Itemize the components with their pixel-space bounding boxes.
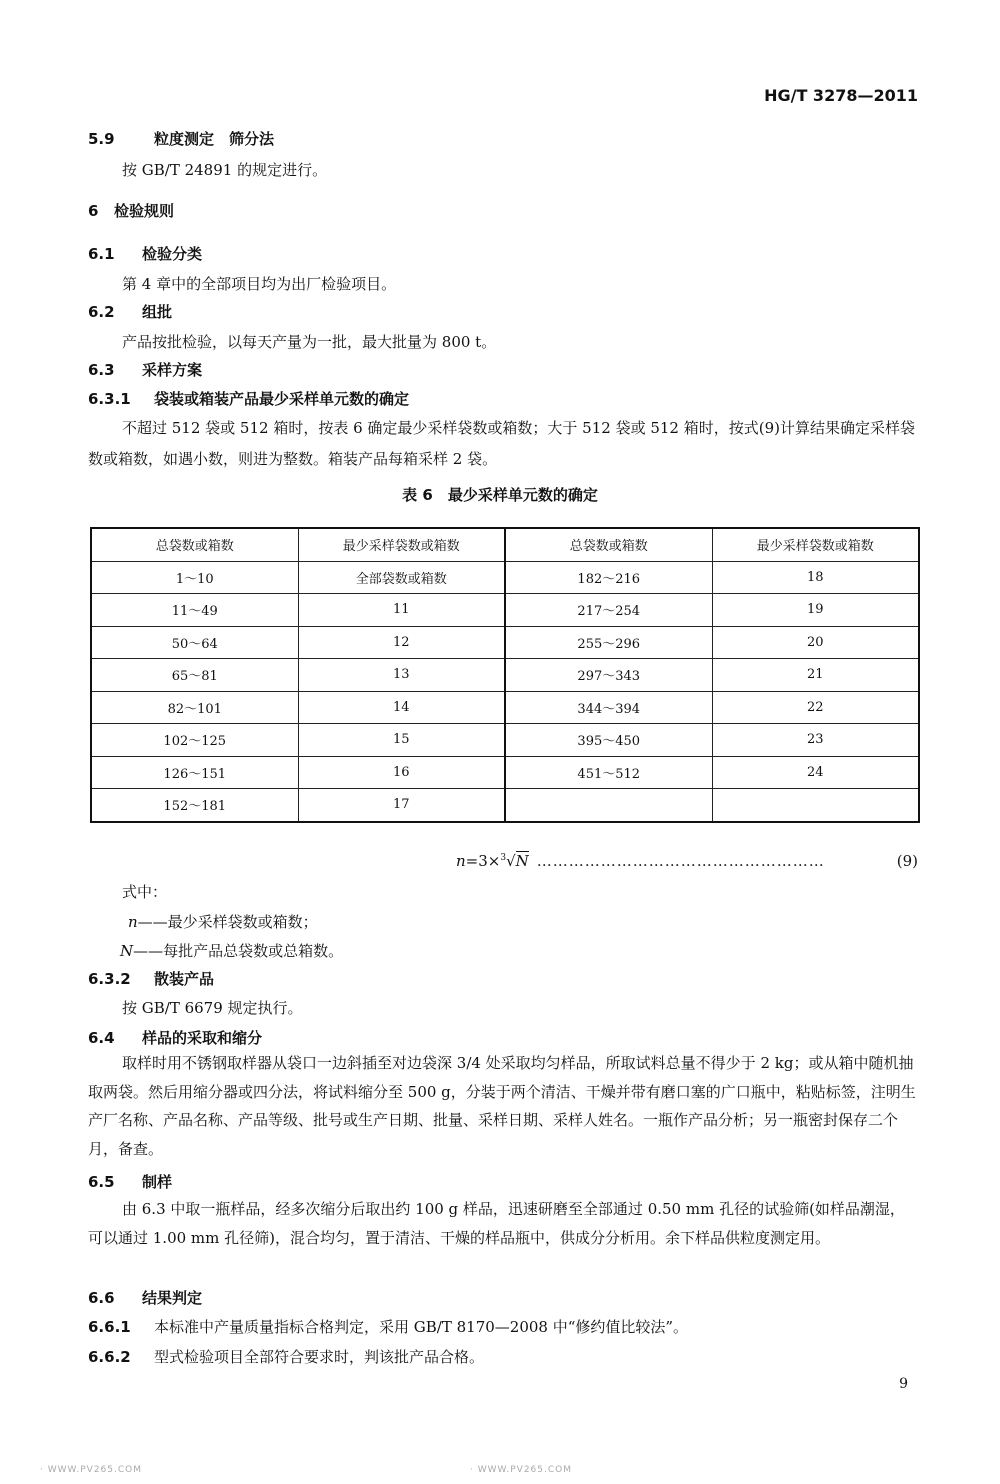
heading-title: 结果判定: [142, 1289, 203, 1307]
table-cell: 20: [712, 626, 919, 659]
where-N: [120, 941, 918, 961]
table-cell: 24: [712, 756, 919, 789]
where-n: [128, 912, 918, 932]
table-row: [91, 724, 919, 757]
where-desc: ——最少采样袋数或箱数；: [137, 913, 318, 931]
table-cell: 14: [298, 691, 505, 724]
table-row: [91, 626, 919, 659]
paragraph-6-1: 第 4 章中的全部项目均为出厂检验项目。: [122, 275, 397, 293]
document-number: HG/T 3278—2011: [764, 86, 918, 105]
formula-number: (9): [896, 852, 918, 870]
heading-6-2: [88, 301, 172, 322]
paragraph-6-3-2: 按 GB/T 6679 规定执行。: [122, 999, 303, 1017]
paragraph-6-3-1: 不超过 512 袋或 512 箱时，按表 6 确定最少采样袋数或箱数；大于 512 袋或 512 箱时，按式(9)计算结果确定采样袋数或箱数，如遇小数，则进为整数。箱装产品每箱采样 2 袋。: [88, 419, 915, 468]
table-caption: 表 6 最少采样单元数的确定: [402, 486, 598, 504]
table-cell: 12: [298, 626, 505, 659]
table-cell: 11: [298, 594, 505, 627]
table-cell: 395～450: [505, 724, 712, 757]
table-cell: 17: [298, 789, 505, 822]
heading-title: 粒度测定 筛分法: [154, 130, 275, 148]
clause-6-6-1: [88, 1316, 688, 1337]
heading-5-9: [88, 128, 274, 149]
heading-number: 6.3: [88, 361, 115, 379]
heading-title: 组批: [142, 303, 173, 321]
heading-number: 6.4: [88, 1029, 115, 1047]
heading-6-5: [88, 1171, 172, 1192]
table-cell: 21: [712, 659, 919, 692]
heading-6-6: [88, 1287, 202, 1308]
clause-6-6-2: [88, 1346, 484, 1367]
heading-number: 6.2: [88, 303, 115, 321]
table-cell: 255～296: [505, 626, 712, 659]
watermark-right: · WWW.PV265.COM: [470, 1465, 573, 1475]
formula-radicand: N: [515, 852, 529, 870]
table-cell: 126～151: [91, 756, 298, 789]
table-cell: [712, 789, 919, 822]
table-cell: 65～81: [91, 659, 298, 692]
heading-number: 6.6.1: [88, 1318, 131, 1336]
table-cell: 16: [298, 756, 505, 789]
table-cell: 50～64: [91, 626, 298, 659]
formula-9: [456, 852, 918, 870]
heading-6-1: [88, 243, 202, 264]
sampling-table: [90, 527, 920, 823]
page-number: 9: [899, 1376, 908, 1392]
heading-6-3-1: [88, 388, 409, 409]
table-header-cell: 最少采样袋数或箱数: [298, 528, 505, 561]
heading-6-3: [88, 359, 202, 380]
table-cell: 82～101: [91, 691, 298, 724]
heading-title: 袋装或箱装产品最少采样单元数的确定: [154, 390, 410, 408]
heading-title: 样品的采取和缩分: [142, 1029, 263, 1047]
table-cell: 全部袋数或箱数: [298, 561, 505, 594]
watermark-left: · WWW.PV265.COM: [40, 1465, 143, 1475]
table-cell: 11～49: [91, 594, 298, 627]
where-symbol: n: [128, 913, 138, 931]
table-cell: 13: [298, 659, 505, 692]
table-header-row: [91, 528, 919, 561]
root-index: 3: [500, 853, 507, 863]
heading-6-3-2: [88, 968, 214, 989]
table-header-cell: 最少采样袋数或箱数: [712, 528, 919, 561]
heading-number: 6.5: [88, 1173, 115, 1191]
table-header-cell: 总袋数或箱数: [505, 528, 712, 561]
table-row: [91, 594, 919, 627]
paragraph-6-4: 取样时用不锈钢取样器从袋口一边斜插至对边袋深 3/4 处采取均匀样品，所取试料总量不得少于 2 kg；或从箱中随机抽取两袋。然后用缩分器或四分法，将试料缩分至 500 g，分装于两个清洁、干燥并带有磨口塞的广口瓶中，粘贴标签，注明生产厂名称、产品名称、产品等级、批号或生产日期、批量、采样日期、采样人姓名。一瓶作产品分析；另一瓶密封保存二个月，备查。: [88, 1054, 916, 1158]
table-cell: 217～254: [505, 594, 712, 627]
table-row: [91, 756, 919, 789]
heading-title: 制样: [142, 1173, 173, 1191]
table-cell: 18: [712, 561, 919, 594]
table-cell: 451～512: [505, 756, 712, 789]
formula-leader: ………………………………………………: [536, 852, 825, 870]
heading-number: 6.6.2: [88, 1348, 131, 1366]
table-cell: 1～10: [91, 561, 298, 594]
table-cell: 297～343: [505, 659, 712, 692]
table-row: [91, 691, 919, 724]
table-cell: 19: [712, 594, 919, 627]
heading-number: 5.9: [88, 130, 115, 148]
heading-6: [88, 200, 174, 221]
heading-title: 检验分类: [142, 245, 203, 263]
heading-title: 散装产品: [154, 970, 215, 988]
formula-equals: =3×: [465, 852, 501, 870]
where-desc: ——每批产品总袋数或总箱数。: [133, 942, 344, 960]
heading-title: 检验规则: [114, 202, 175, 220]
table-row: [91, 659, 919, 692]
table-row: [91, 561, 919, 594]
heading-title: 采样方案: [142, 361, 203, 379]
clause-text: 型式检验项目全部符合要求时，判该批产品合格。: [154, 1348, 485, 1366]
root-sign-icon: √: [506, 852, 516, 870]
paragraph-6-5: 由 6.3 中取一瓶样品，经多次缩分后取出约 100 g 样品，迅速研磨至全部通过 0.50 mm 孔径的试验筛(如样品潮湿，可以通过 1.00 mm 孔径筛)，混合均匀，置于清洁、干燥的样品瓶中，供成分分析用。余下样品供粒度测定用。: [88, 1200, 905, 1247]
table-cell: 102～125: [91, 724, 298, 757]
paragraph-6-2: 产品按批检验，以每天产量为一批，最大批量为 800 t。: [122, 333, 497, 351]
where-symbol: N: [120, 942, 134, 960]
table-cell: 152～181: [91, 789, 298, 822]
clause-text: 本标准中产量质量指标合格判定，采用 GB/T 8170—2008 中“修约值比较法”。: [154, 1318, 689, 1336]
table-row: [91, 789, 919, 822]
table-cell: 22: [712, 691, 919, 724]
heading-number: 6.3.1: [88, 390, 131, 408]
paragraph-5-9: 按 GB/T 24891 的规定进行。: [122, 161, 328, 179]
heading-number: 6.3.2: [88, 970, 131, 988]
where-intro: 式中：: [122, 883, 168, 901]
table-cell: 182～216: [505, 561, 712, 594]
table-cell: 15: [298, 724, 505, 757]
formula-lhs: n: [456, 852, 466, 870]
table-cell: 344～394: [505, 691, 712, 724]
table-cell: 23: [712, 724, 919, 757]
table-header-cell: 总袋数或箱数: [91, 528, 298, 561]
formula-expression: [456, 852, 529, 870]
heading-number: 6.6: [88, 1289, 115, 1307]
heading-number: 6: [88, 202, 99, 220]
table-cell: [505, 789, 712, 822]
heading-number: 6.1: [88, 245, 115, 263]
heading-6-4: [88, 1027, 262, 1048]
